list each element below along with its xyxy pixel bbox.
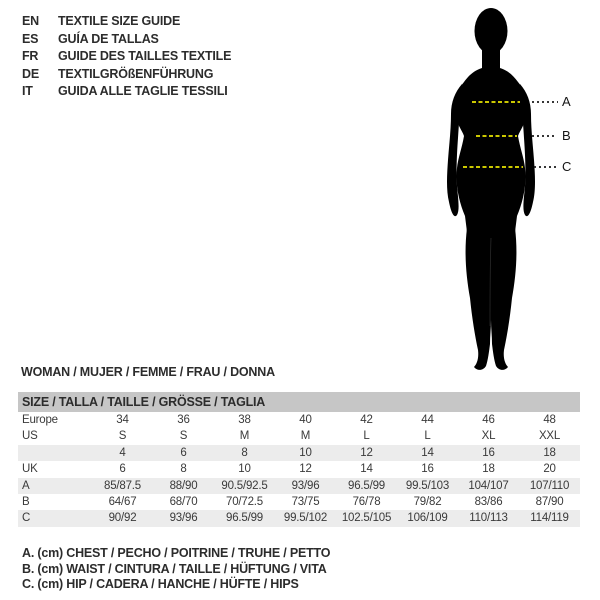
table-row-uk [18, 461, 580, 477]
size-cell: 14 [397, 445, 458, 461]
language-code: FR [22, 49, 39, 64]
size-cell: 38 [238, 414, 251, 426]
language-code: DE [22, 66, 39, 81]
language-title-row-en [22, 13, 231, 31]
size-cell: 104/107 [458, 478, 519, 494]
table-row-a [18, 478, 580, 494]
size-cell: S [179, 430, 188, 443]
size-cell: 36 [177, 414, 190, 426]
language-code: ES [22, 31, 39, 46]
measure-label-c: C [562, 159, 572, 174]
guide-title: TEXTILGRÖßENFÜHRUNG [58, 66, 214, 81]
size-cell: XL [481, 430, 496, 443]
guide-title: GUÍA DE TALLAS [58, 31, 159, 46]
size-table [18, 392, 580, 527]
size-cell: 16 [421, 463, 434, 476]
measurement-legend [22, 546, 330, 593]
size-cell: 106/109 [397, 510, 458, 526]
size-cell: 20 [543, 463, 556, 476]
table-row-europe [18, 412, 580, 428]
size-cell: S [118, 430, 127, 443]
size-cell: 102.5/105 [336, 510, 397, 526]
size-cell: 4 [92, 445, 153, 461]
legend-line-chest: A. (cm) CHEST / PECHO / POITRINE / TRUHE / PETTO [22, 546, 331, 560]
language-title-row-fr [22, 48, 231, 66]
size-cell: 93/96 [275, 478, 336, 494]
size-cell: 8 [214, 445, 275, 461]
row-label: A [18, 478, 92, 494]
size-cell: 96.5/99 [214, 510, 275, 526]
language-title-row-de [22, 66, 231, 84]
row-label: B [22, 496, 30, 509]
row-label: US [22, 430, 38, 443]
size-cell: 6 [153, 445, 214, 461]
row-label [18, 445, 92, 461]
size-cell: 70/72.5 [226, 496, 263, 509]
size-cell: M [300, 430, 311, 443]
size-cell: 10 [238, 463, 251, 476]
size-table-header: SIZE / TALLA / TAILLE / GRÖSSE / TAGLIA [18, 392, 580, 412]
size-cell: 8 [180, 463, 187, 476]
size-cell: 40 [299, 414, 312, 426]
size-cell: 90/92 [92, 510, 153, 526]
size-cell: 16 [458, 445, 519, 461]
table-row-us [18, 428, 580, 444]
size-cell: 46 [482, 414, 495, 426]
size-cell: 107/110 [519, 478, 580, 494]
measure-label-b: B [562, 128, 571, 143]
table-row-c [18, 510, 580, 526]
measure-label-a: A [562, 94, 571, 109]
language-code: EN [22, 14, 39, 28]
size-cell: L [363, 430, 370, 443]
language-title-row-it [22, 83, 231, 101]
size-cell: 10 [275, 445, 336, 461]
legend-line-waist: B. (cm) WAIST / CINTURA / TAILLE / HÜFTUNG / VITA [22, 561, 327, 576]
language-code: IT [22, 84, 33, 99]
size-cell: 6 [119, 463, 126, 476]
size-cell: 48 [543, 414, 556, 426]
size-cell: 64/67 [108, 496, 137, 509]
size-cell: 34 [116, 414, 129, 426]
size-cell: 88/90 [153, 478, 214, 494]
size-cell: 85/87.5 [92, 478, 153, 494]
size-cell: 99.5/103 [397, 478, 458, 494]
guide-title: GUIDE DES TAILLES TEXTILE [58, 49, 232, 64]
size-cell: M [239, 430, 250, 443]
guide-title: GUIDA ALLE TAGLIE TESSILI [58, 84, 228, 99]
size-cell: 87/90 [535, 496, 564, 509]
table-row-b [18, 494, 580, 510]
row-label: UK [22, 463, 38, 476]
size-cell: 42 [360, 414, 373, 426]
size-cell: 90.5/92.5 [214, 478, 275, 494]
leader-dot-lines [532, 102, 558, 167]
size-cell: 76/78 [352, 496, 381, 509]
woman-silhouette-figure [420, 0, 600, 378]
size-cell: 73/75 [291, 496, 320, 509]
size-cell: XXL [538, 430, 561, 443]
size-cell: 18 [482, 463, 495, 476]
legend-line-hip: C. (cm) HIP / CADERA / HANCHE / HÜFTE / HIPS [22, 577, 299, 592]
size-cell: 68/70 [169, 496, 198, 509]
size-cell: 110/113 [458, 510, 519, 526]
language-title-list [22, 13, 231, 101]
size-cell: 14 [360, 463, 373, 476]
size-table-header-row [18, 392, 580, 412]
size-cell: 12 [299, 463, 312, 476]
size-cell: 93/96 [153, 510, 214, 526]
guide-title: TEXTILE SIZE GUIDE [58, 14, 181, 28]
size-cell: L [424, 430, 431, 443]
size-cell: 114/119 [519, 510, 580, 526]
size-cell: 44 [421, 414, 434, 426]
size-cell: 99.5/102 [275, 510, 336, 526]
woman-silhouette-shape [447, 8, 535, 370]
language-title-row-es [22, 31, 231, 49]
row-label: C [18, 510, 92, 526]
size-cell: 12 [336, 445, 397, 461]
woman-silhouette [420, 0, 600, 378]
row-label: Europe [22, 414, 58, 426]
size-cell: 96.5/99 [336, 478, 397, 494]
size-cell: 18 [519, 445, 580, 461]
size-cell: 83/86 [474, 496, 503, 509]
size-cell: 79/82 [413, 496, 442, 509]
table-row-us-numeric [18, 445, 580, 461]
section-title: WOMAN / MUJER / FEMME / FRAU / DONNA [21, 365, 275, 379]
